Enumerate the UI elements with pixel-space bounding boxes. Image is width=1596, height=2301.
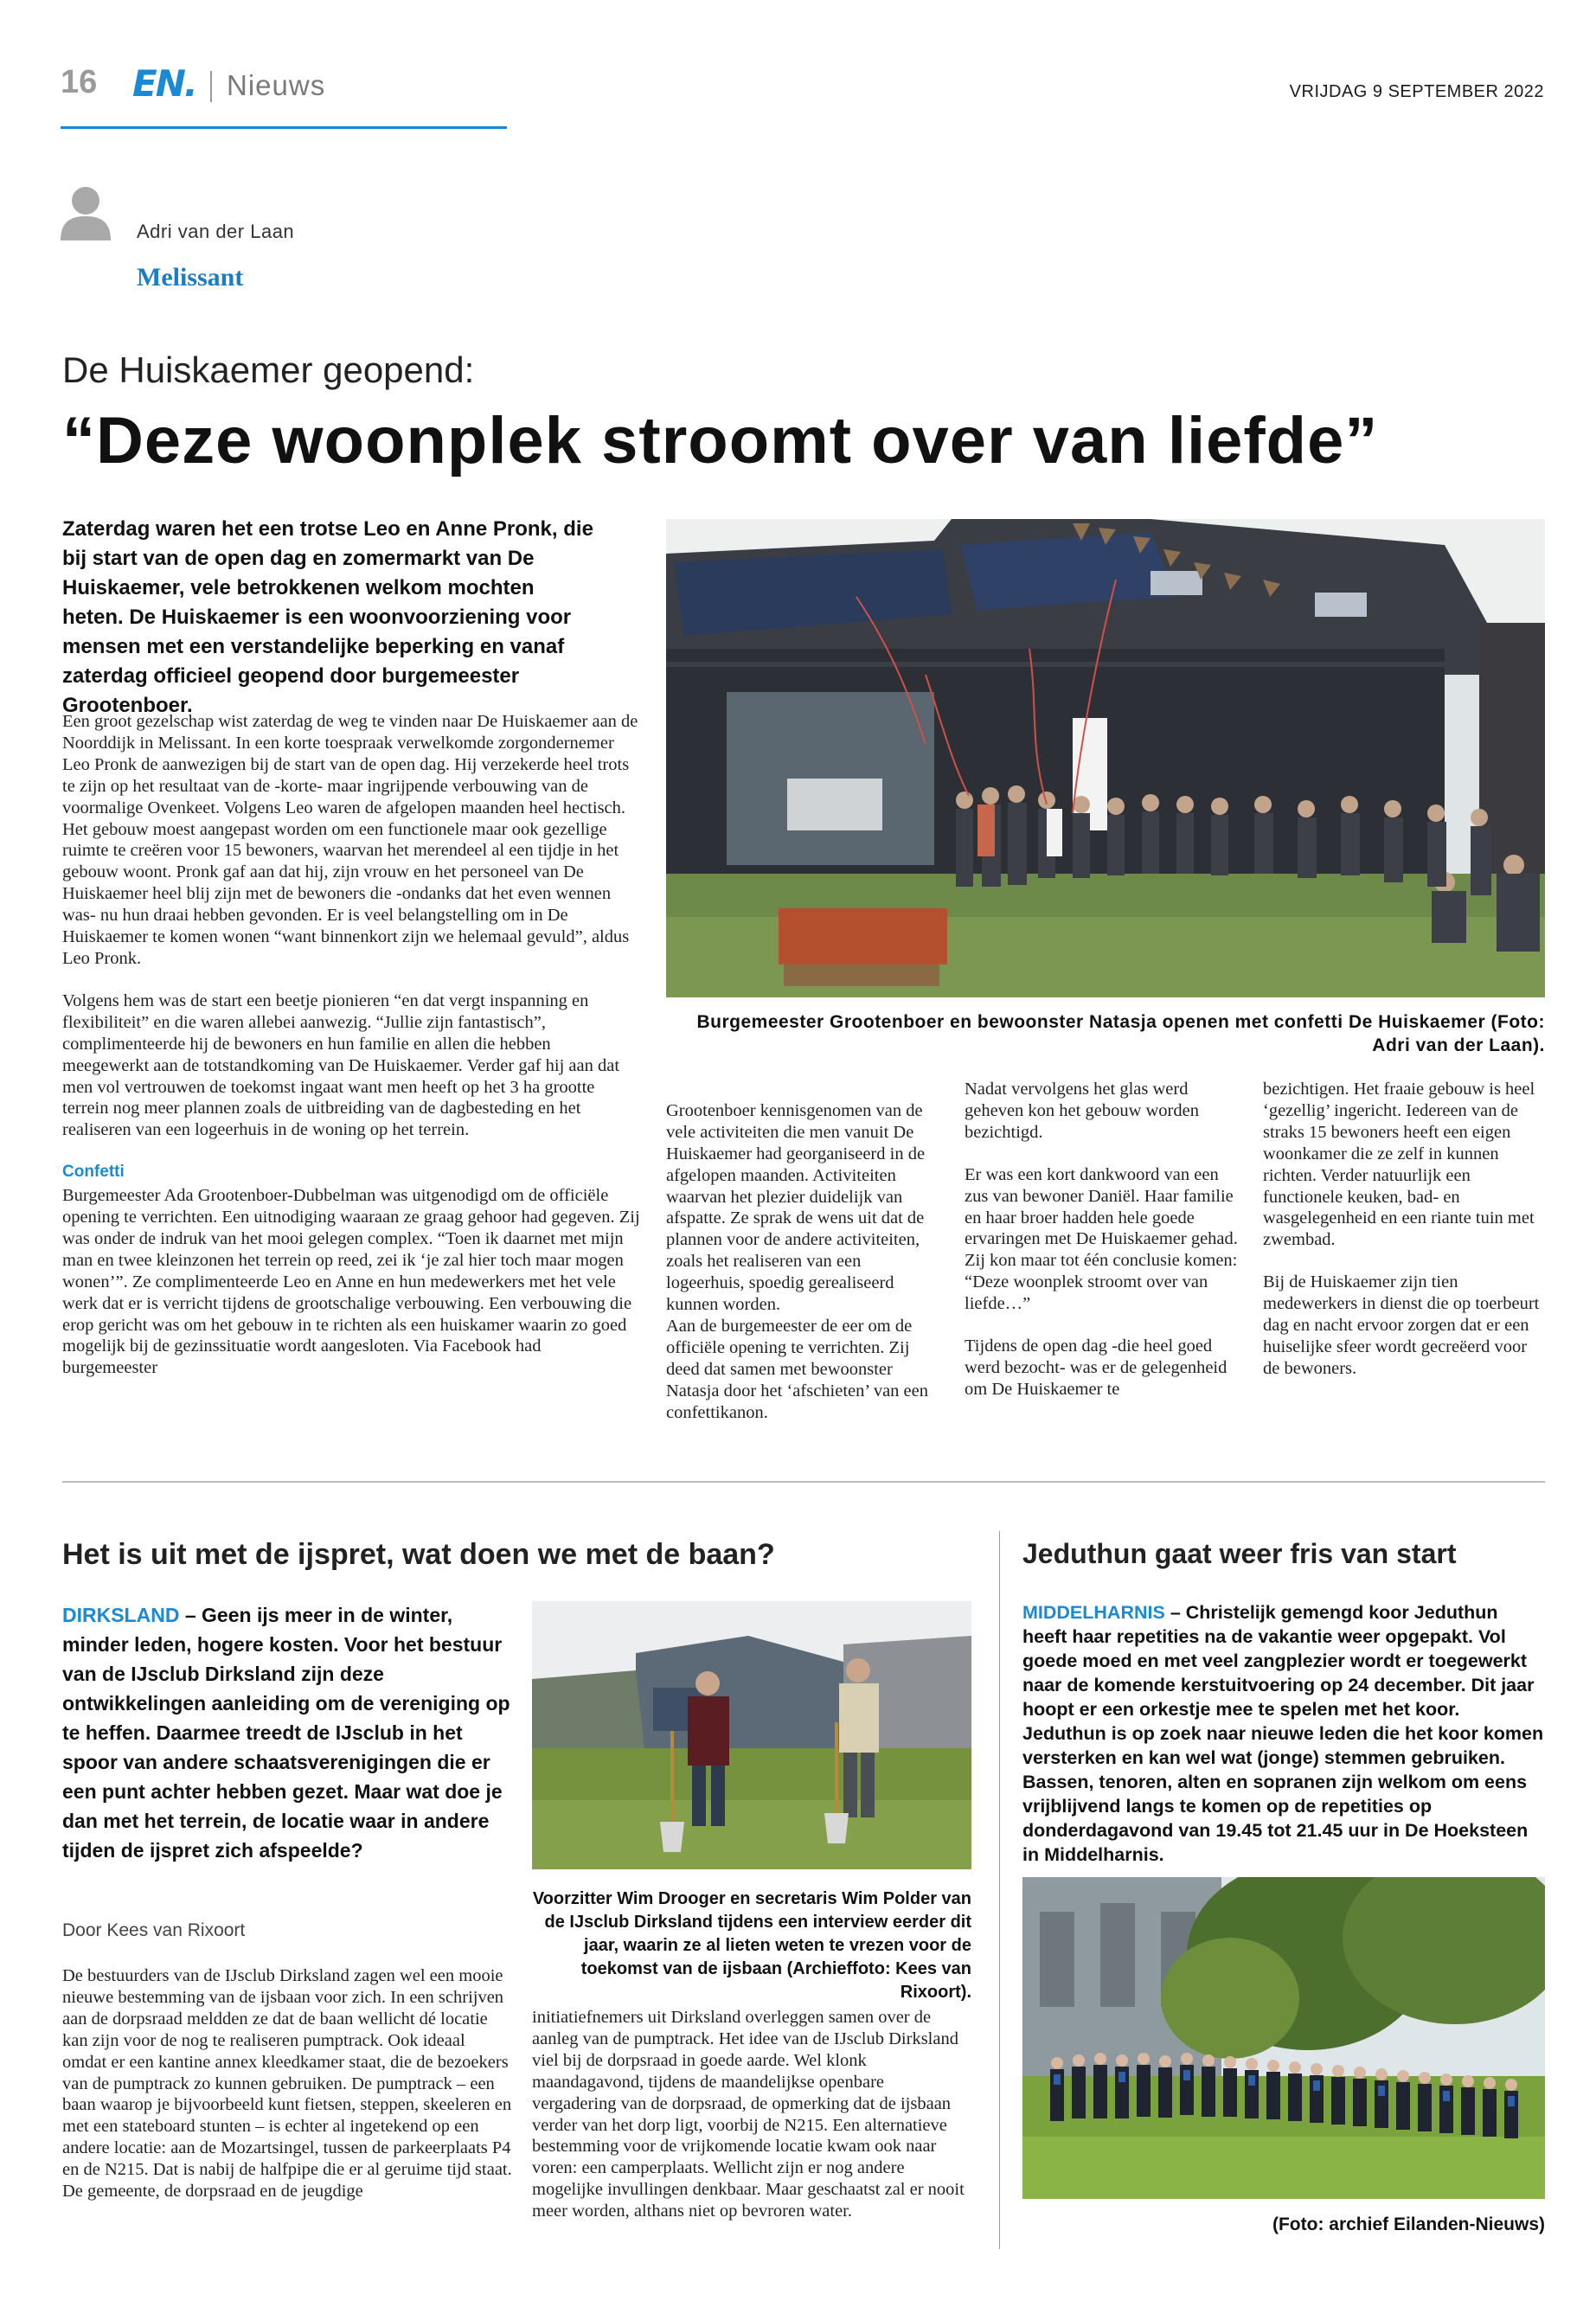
article-column-3 (965, 1079, 1241, 1421)
byline: Door Kees van Rixoort (62, 1920, 246, 1940)
paragraph: Een groot gezelschap wist zaterdag de weg te vinden naar De Huiskaemer aan de Noorddijk in Melissant. In een korte toespraak verwelkomde zorgondernemer Leo Pronk de aanwezigen bij de start van de open dag. Hij verzekerde heel trots te zijn op het resultaat van de -korte- maar ingrijpende verbouwing van de voormalige Ovenkeet. Volgens Leo waren de afgelopen maanden heel hectisch. Het gebouw moest aangepast worden om een functionele maar ook gezellige ruimte te creëren voor 15 bewoners, waarvan het merendeel al een tijdje in het gebouw woont. Pronk gaf aan dat hij, zijn vrouw en het personeel van De Huiskaemer heel blij zijn met de bewoners die -ondanks dat het even wennen was- nu hun draai hebben gevonden. Er is veel belangstelling om in De Huiskaemer te komen wonen “want binnenkort zijn we helemaal gevuld”, aldus Leo Pronk. (62, 712, 638, 968)
author-name: Adri van der Laan (137, 221, 295, 242)
paragraph: initiatiefnemers uit Dirksland overleggen samen over de aanleg van de pumptrack. Het idee van de IJsclub Dirksland viel bij de dorpsraad in goede aarde. Wel klonk maandagavond, tijdens de maandelijkse openbare vergadering van de dorpsraad, de opmerking dat de ijsbaan verder van het dorp ligt, voorbij de N215. Een alternatieve bestemming voor de vrijkomende locatie kwam ook naar voren: een camperplaats. Wellicht zijn er nog andere mogelijke invullingen denkbaar. Maar geschaatst zal er nooit meer worden, althans niet op bevroren water. (532, 2008, 965, 2221)
dateline-place: Melissant (137, 263, 244, 292)
section-divider (62, 1481, 1545, 1483)
article-lead (1022, 1600, 1545, 1867)
newspaper-logo: EN. (132, 62, 196, 105)
article-headline-jeduthun: Jeduthun gaat weer fris van start (1022, 1538, 1457, 1569)
author-avatar-icon (61, 183, 111, 240)
paragraph: Volgens hem was de start een beetje pionieren “en dat vergt inspanning en flexibiliteit” en die waren allebei aanwezig. “Jullie zijn fantastisch”, complimenteerde hij de bewoners en hun familie en allen die hebben meegewerkt aan de totstandkoming van De Huiskaemer. Verder gaf hij aan dat men vol vertrouwen de toekomst ingaat want men heeft op het 3 ha grootte terrein nog meer plannen zoals de uitbreiding van de dagbesteding en het realiseren van een logeerhuis in de woning op het terrein. (62, 990, 620, 1140)
photo-caption: Voorzitter Wim Drooger en secretaris Wim Polder van de IJsclub Dirksland tijdens een interview eerder dit jaar, waarin ze al lieten weten te vrezen voor de toekomst van de ijsbaan (Archieffoto: Kees van Rixoort). (532, 1889, 971, 2002)
article-column-4 (1263, 1079, 1545, 1400)
paragraph: Grootenboer kennisgenomen van de vele activiteiten die men vanuit De Huiskaemer had georganiseerd in de afgelopen maanden. Activiteiten waarvan het plezier duidelijk van afspatte. Ze sprak de wens uit dat de plannen voor de andere activiteiten, zoals het realiseren van een logeerhuis, spoedig gerealiseerd kunnen worden. Aan de burgemeester de eer om de officiële opening te verrichten. Zij deed dat samen met bewoonster Natasja door het ‘afschieten’ van een confettikanon. (666, 1100, 928, 1422)
section-label: Nieuws (227, 69, 326, 101)
paragraph: Nadat vervolgens het glas werd geheven kon het gebouw worden bezichtigd. (965, 1080, 1199, 1142)
lead-text: – Christelijk gemengd koor Jeduthun heeft haar repetities na de vakantie weer opgepakt. Vol goede moed en met veel zangplezier wordt er toegewerkt naar de komende kerstuitvoering op 24 december. Dit jaar hoopt er een orkestje mee te spelen met het koor. Jeduthun is op zoek naar nieuwe leden die het koor komen versterken en kan wel wat (jonge) stemmen gebruiken. Bassen, tenoren, alten en sopranen zijn welkom om eens vrijblijvend langs te komen op de repetities op donderdagavond van 19.45 tot 21.45 uur in De Hoeksteen in Middelharnis. (1022, 1602, 1544, 1865)
article-column-2 (666, 1079, 943, 1465)
photo-caption: (Foto: archief Eilanden-Nieuws) (1272, 2214, 1545, 2234)
issue-date: VRIJDAG 9 SEPTEMBER 2022 (1289, 82, 1544, 101)
header-rule (61, 126, 507, 129)
dateline: MIDDELHARNIS (1022, 1602, 1165, 1623)
article-intro: Zaterdag waren het een trotse Leo en Anne Pronk, die bij start van de open dag en zomermarkt van De Huiskaemer, vele betrokkenen welkom mochten heten. De Huiskaemer is een woonvoorziening voor mensen met een verstandelijke beperking en vanaf zaterdag officieel geopend door burgemeester Grootenboer. (62, 517, 593, 717)
article-headline-ijsclub: Het is uit met de ijspret, wat doen we met de baan? (62, 1538, 775, 1571)
paragraph: Er was een kort dankwoord van een zus van bewoner Daniël. Haar familie en haar broer hadden hele goede ervaringen met De Huiskaemer gehad. Zij kon maar tot één conclusie komen: “Deze woonplek stroomt over van liefde…” (965, 1164, 1238, 1314)
photo-huiskaemer-opening (666, 519, 1545, 997)
lead-text: – Geen ijs meer in de winter, minder leden, hogere kosten. Voor het bestuur van de IJsclub Dirksland zijn deze ontwikkelingen aanleiding om de vereniging op te heffen. Daarmee treedt de IJsclub in het spoor van andere schaatsverenigingen die er een punt achter hebben gezet. Maar wat doe je dan met het terrein, de locatie waar in andere tijden de ijspret zich afspeelde? (62, 1604, 510, 1862)
photo-choir-jeduthun (1022, 1877, 1545, 2199)
paragraph: De bestuurders van de IJsclub Dirksland zagen wel een mooie nieuwe bestemming van de ijsbaan voor zich. In een schrijven aan de dorpsraad meldden ze dat de baan wellicht dé locatie kan zijn voor de nog te realiseren pumptrack. Ook ideaal omdat er een kantine annex kleedkamer staat, die de bezoekers van de pumptrack zo kunnen gebruiken. De pumptrack – een baan waarop je bijvoorbeeld kunt fietsen, steppen, skeeleren en met een stateboard stunten – is echter al ingetekend op een andere locatie: aan de Mozartsingel, tussen de parkeerplaats P4 en de N215. Dat is nabij de halfpipe die er al geruime tijd staat. De gemeente, de dorpsraad en de jeugdige (62, 1966, 512, 2202)
photo-caption: Burgemeester Grootenboer en bewoonster Natasja openen met confetti De Huiskaemer (Foto: Adri van der Laan). (696, 1012, 1545, 1055)
page-number: 16 (61, 64, 98, 100)
dateline: DIRKSLAND (62, 1604, 180, 1626)
article-column-1 (62, 1965, 512, 2223)
column-divider (999, 1531, 1000, 2249)
article-kicker: De Huiskaemer geopend: (62, 349, 475, 390)
subheading: Confetti (62, 1163, 125, 1182)
article-column-2 (532, 2007, 971, 2243)
article-column-1 (62, 711, 640, 1400)
paragraph: Tijdens de open dag -die heel goed werd bezocht- was er de gelegenheid om De Huiskaemer te (965, 1336, 1227, 1399)
article-headline: “Deze woonplek stroomt over van liefde” (62, 404, 1379, 478)
paragraph: Burgemeester Ada Grootenboer-Dubbelman was uitgenodigd om de officiële opening te verrichten. Een uitnodiging waaraan ze graag gehoor had gegeven. Zij was onder de indruk van het mooi gelegen complex. “Toen ik daarnet met mijn man en twee kleinzonen het terrein op reed, zei ik ‘je zal hier toch maar mogen wonen’”. Ze complimenteerde Leo en Anne en hun medewerkers met het vele werk dat er is verricht tijdens de grootschalige verbouwing. Een verbouwing die erop gericht was om het gebouw in te richten als een huiskamer waarin zo goed mogelijk bij de gezinssituatie wordt aangesloten. Via Facebook had burgemeester (62, 1186, 640, 1378)
header-divider (210, 71, 212, 102)
paragraph: Bij de Huiskaemer zijn tien medewerkers in dienst die op toerbeurt dag en nacht ervoor zorgen dat er een huiselijke sfeer wordt gecreëerd voor de bewoners. (1263, 1272, 1540, 1378)
article-lead (62, 1600, 512, 1865)
paragraph: bezichtigen. Het fraaie gebouw is heel ‘gezellig’ ingericht. Iedereen van de straks 15 bewoners heeft een eigen woonkamer die ze zelf in kunnen richten. Verder natuurlijk een functionele keuken, bad- en wasgelegenheid en een riante tuin met zwembad. (1263, 1080, 1535, 1250)
photo-ijsclub-board (532, 1601, 971, 1869)
